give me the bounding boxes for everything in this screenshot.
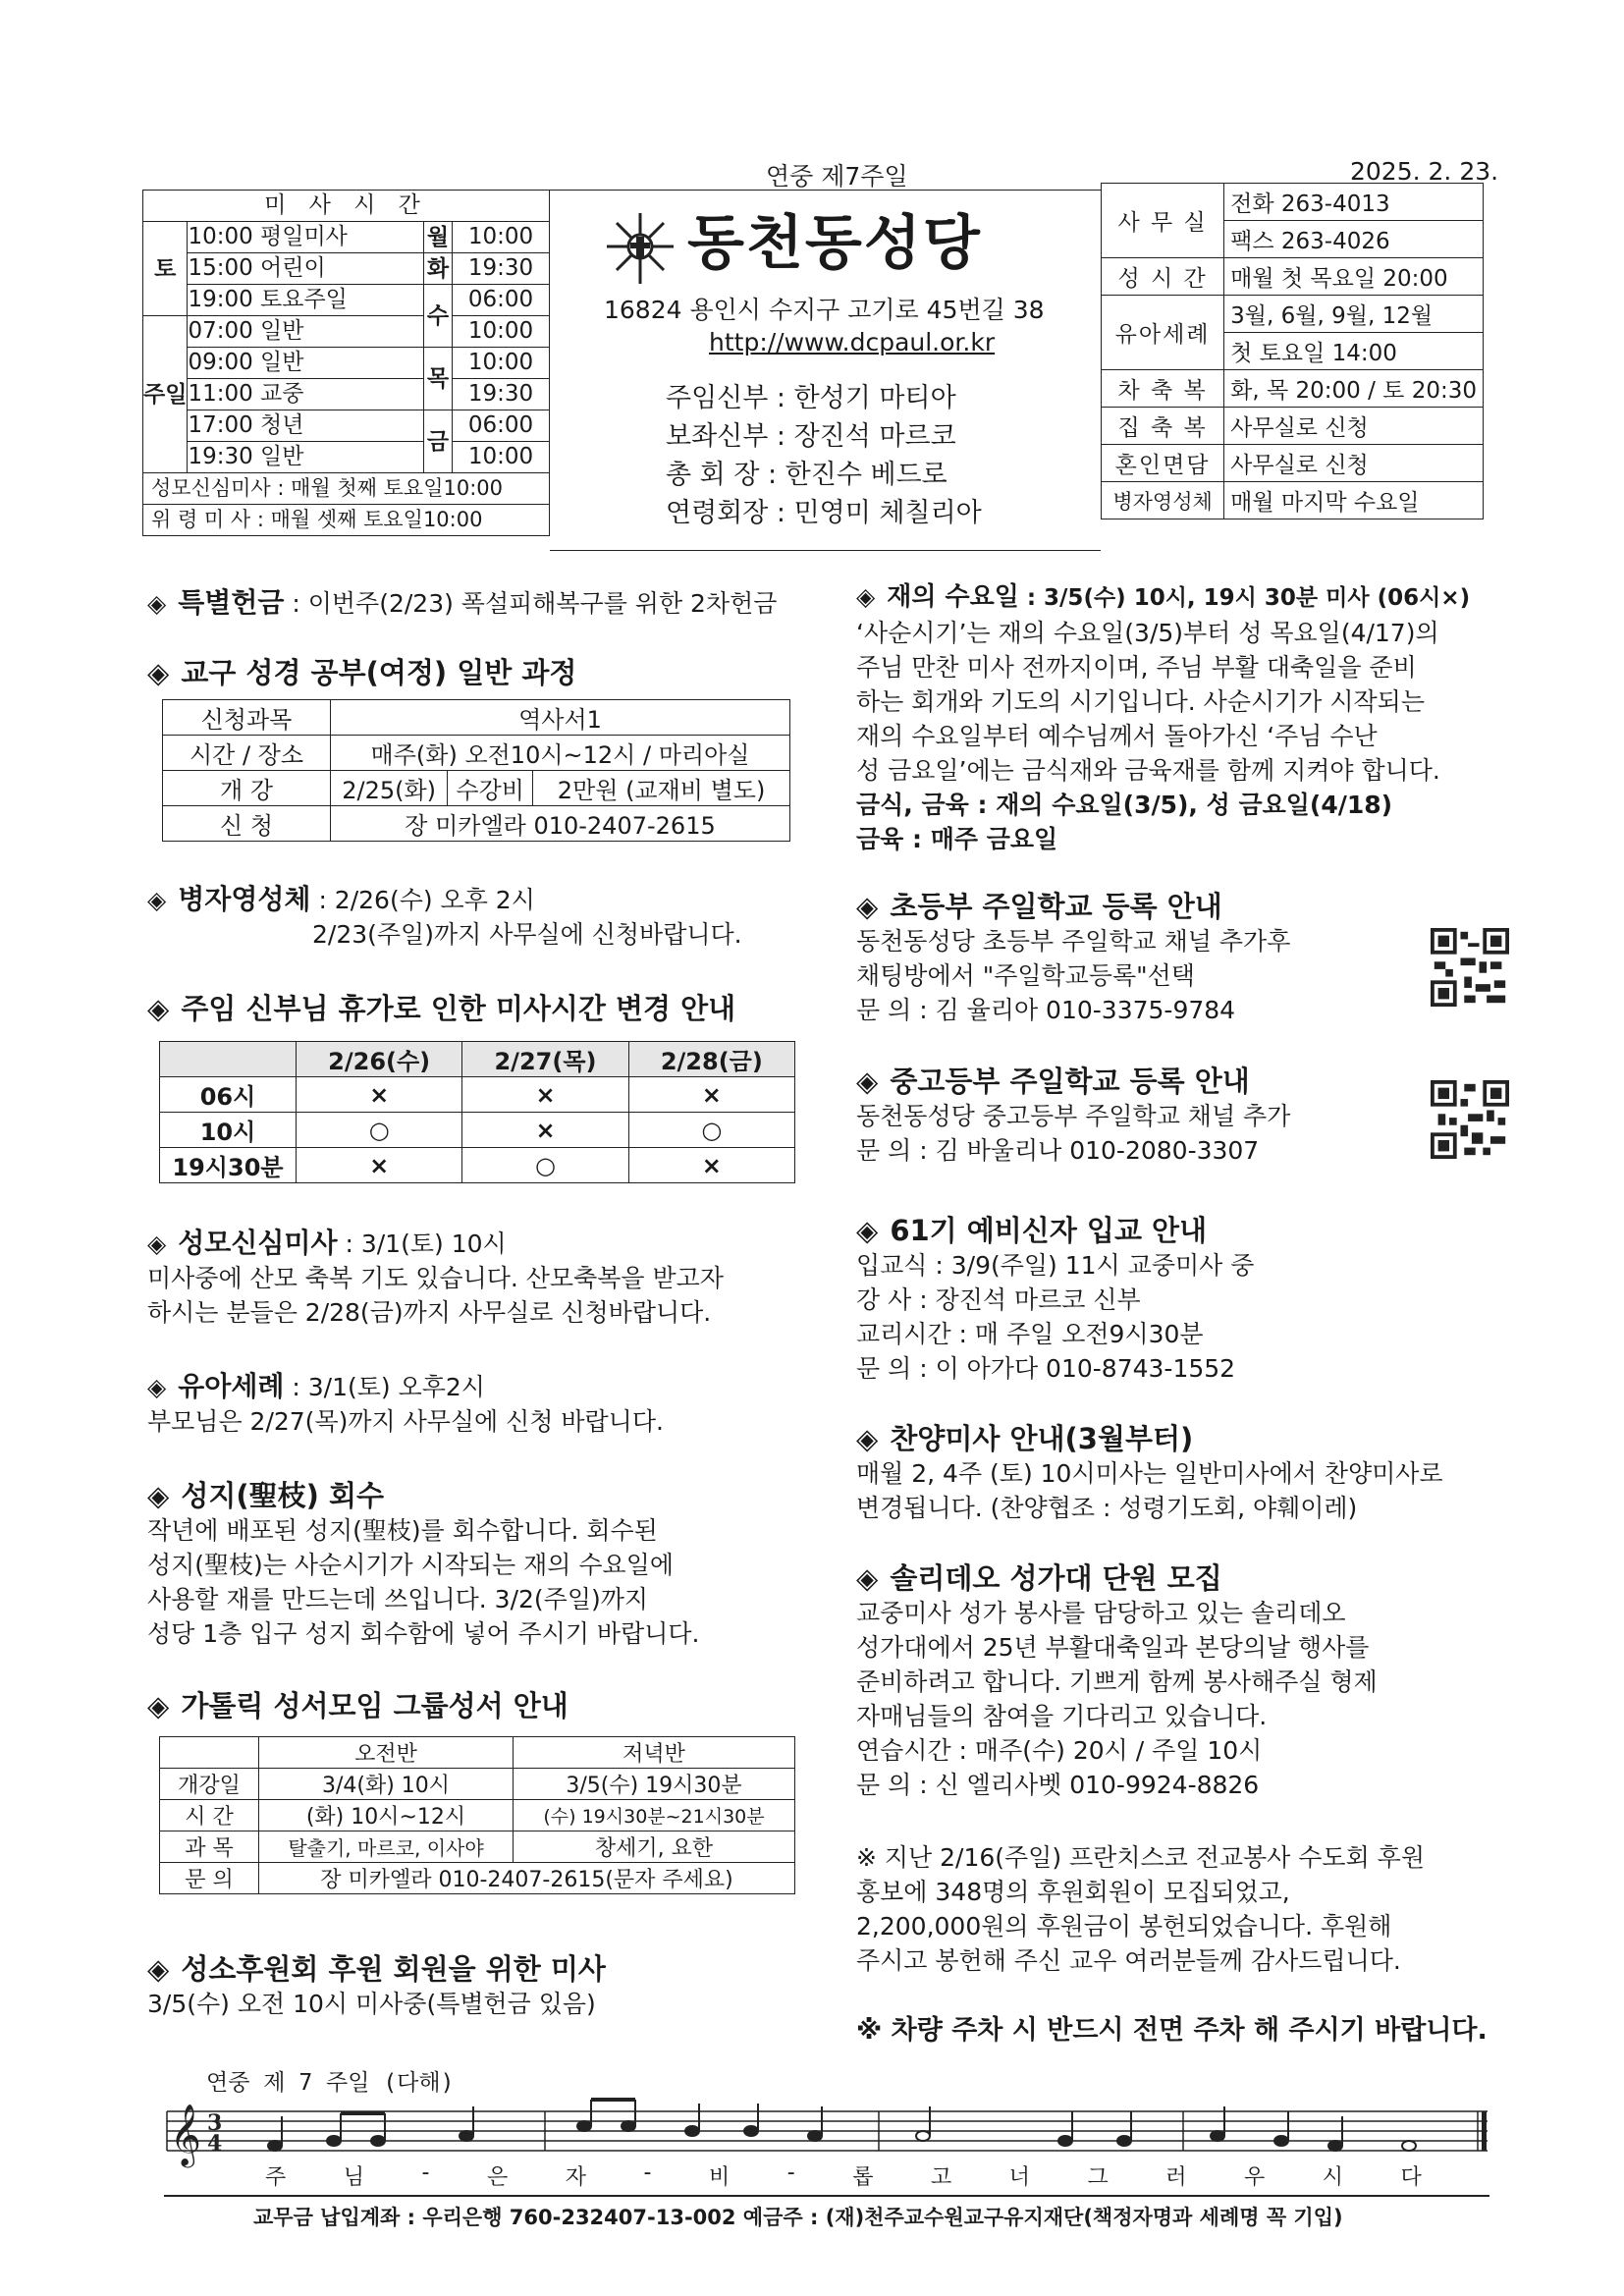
table-cell: 시간 / 장소 xyxy=(163,736,331,771)
catechumen-section xyxy=(856,1214,1254,1386)
office-info-table xyxy=(1101,183,1484,519)
table-cell: × xyxy=(628,1148,794,1183)
section-text: 동천동성당 초등부 주일학교 채널 추가후 xyxy=(856,927,1291,956)
bible-study-section xyxy=(147,656,576,690)
middle-school-section xyxy=(856,1065,1290,1168)
section-heading: 솔리데오 성가대 단원 모집 xyxy=(890,1561,1222,1595)
section-text: 문 의 : 김 바울리나 010-2080-3307 xyxy=(856,1136,1260,1165)
music-title: 연중 제 7 주일 (다해) xyxy=(206,2070,455,2096)
table-cell: 신청과목 xyxy=(163,700,331,736)
section-text: 준비하려고 합니다. 기쁘게 함께 봉사해주실 형제 xyxy=(856,1667,1378,1696)
office-value: 첫 토요일 14:00 xyxy=(1224,333,1484,370)
section-text: 미사중에 산모 축복 기도 있습니다. 산모축복을 받고자 xyxy=(147,1264,724,1292)
mass-time: 17:00 청년 xyxy=(188,410,424,442)
table-cell xyxy=(160,1042,297,1077)
lyric-syllable: - xyxy=(421,2160,432,2185)
bible-study-table xyxy=(162,699,790,842)
lyric-syllable: 너 xyxy=(1008,2165,1032,2190)
table-cell: 3/5(수) 19시30분 xyxy=(514,1769,795,1800)
office-value: 사무실로 신청 xyxy=(1224,408,1484,445)
section-heading: 초등부 주일학교 등록 안내 xyxy=(890,890,1222,923)
table-cell: 장 미카엘라 010-2407-2615 xyxy=(331,806,790,842)
table-cell: 장 미카엘라 010-2407-2615(문자 주세요) xyxy=(259,1863,795,1894)
table-cell: 시 간 xyxy=(160,1800,259,1831)
lyric-syllable: 롭 xyxy=(852,2165,876,2190)
section-text: 성당 1층 입구 성지 회수함에 넣어 주시기 바랍니다. xyxy=(147,1619,700,1648)
office-value: 전화 263-4013 xyxy=(1224,184,1484,221)
ash-wednesday-section xyxy=(856,579,1524,856)
weekday-time: 10:00 xyxy=(452,348,549,379)
office-key: 성 시 간 xyxy=(1102,258,1224,296)
table-cell: 개강일 xyxy=(160,1769,259,1800)
section-text: 하는 회개와 기도의 시기입니다. 사순시기가 시작되는 xyxy=(856,687,1425,716)
section-text: 문 의 : 신 엘리사벳 010-9924-8826 xyxy=(856,1771,1260,1799)
table-cell: 과 목 xyxy=(160,1831,259,1863)
music-lyrics xyxy=(265,2160,1424,2191)
table-cell: 19시30분 xyxy=(160,1148,297,1183)
table-cell: ○ xyxy=(297,1113,462,1148)
cross-logo-icon xyxy=(601,209,679,288)
section-text: 3/5(수) 오전 10시 미사중(특별헌금 있음) xyxy=(147,1990,596,2018)
lyric-syllable: 러 xyxy=(1165,2165,1189,2190)
weekday-time: 06:00 xyxy=(452,410,549,442)
table-cell: 2/25(화) xyxy=(331,771,448,806)
section-heading: 교구 성경 공부(여정) 일반 과정 xyxy=(181,656,577,689)
table-cell: 탈출기, 마르코, 이사야 xyxy=(259,1831,514,1863)
section-text: 문 의 : 이 아가다 010-8743-1552 xyxy=(856,1354,1236,1383)
diamond-bullet-icon: ◈ xyxy=(147,1952,170,1986)
sat-label: 토 xyxy=(143,222,188,316)
section-text: ※ 지난 2/16(주일) 프란치스코 전교봉사 수도회 후원 xyxy=(856,1843,1425,1872)
section-text: : 3/1(토) 10시 xyxy=(345,1230,507,1258)
weekday: 수 xyxy=(423,285,452,348)
diamond-bullet-icon: ◈ xyxy=(147,886,167,914)
lyric-syllable: 주 xyxy=(265,2165,289,2190)
church-address: 16824 용인시 수지구 고기로 45번길 38 xyxy=(604,296,1045,324)
table-cell: 2/26(수) xyxy=(297,1042,462,1077)
staff-list xyxy=(666,379,982,532)
office-value: 화, 목 20:00 / 토 20:30 xyxy=(1224,370,1484,408)
table-cell: 신 청 xyxy=(163,806,331,842)
souls-mass-note: 위 령 미 사 : 매월 셋째 토요일10:00 xyxy=(143,505,550,536)
table-cell: × xyxy=(628,1077,794,1113)
choir-section xyxy=(856,1561,1378,1802)
section-text: 성 금요일’에는 금식재와 금육재를 함께 지켜야 합니다. xyxy=(856,756,1440,785)
diamond-bullet-icon: ◈ xyxy=(856,1422,879,1455)
lyric-syllable: 님 xyxy=(343,2165,367,2190)
office-key: 병자영성체 xyxy=(1102,482,1224,519)
diamond-bullet-icon: ◈ xyxy=(856,1561,879,1595)
table-cell: × xyxy=(297,1148,462,1183)
lyric-syllable: 시 xyxy=(1322,2165,1346,2190)
section-text: 하시는 분들은 2/28(금)까지 사무실로 신청바랍니다. xyxy=(147,1298,712,1327)
table-cell: 10시 xyxy=(160,1113,297,1148)
staff-item: 주임신부 : 한성기 마티아 xyxy=(666,383,956,413)
section-text: : 3/1(토) 오후2시 xyxy=(292,1373,485,1401)
weekday: 금 xyxy=(423,410,452,473)
table-cell: (수) 19시30분~21시30분 xyxy=(514,1800,795,1831)
section-text: 강 사 : 장진석 마르코 신부 xyxy=(856,1285,1141,1314)
section-heading: 61기 예비신자 입교 안내 xyxy=(890,1214,1208,1247)
weekday: 목 xyxy=(423,348,452,410)
staff-item: 연령회장 : 민영미 체칠리아 xyxy=(666,498,982,528)
staff-item: 총 회 장 : 한진수 베드로 xyxy=(666,460,947,490)
section-text: 주님 만찬 미사 전까지이며, 주님 부활 대축일을 준비 xyxy=(856,653,1417,682)
diamond-bullet-icon: ◈ xyxy=(147,1689,170,1722)
diamond-bullet-icon: ◈ xyxy=(147,1479,170,1512)
section-text: 금식, 금육 : 재의 수요일(3/5), 성 금요일(4/18) xyxy=(856,791,1393,819)
church-name: 동천동성당 xyxy=(687,209,982,278)
section-text: 연습시간 : 매주(수) 20시 / 주일 10시 xyxy=(856,1736,1263,1765)
office-value: 팩스 263-4026 xyxy=(1224,221,1484,258)
lyric-syllable: 은 xyxy=(486,2165,511,2190)
lyric-syllable: 그 xyxy=(1087,2165,1110,2190)
section-text: 입교식 : 3/9(주일) 11시 교중미사 중 xyxy=(856,1251,1255,1280)
lyric-syllable: 자 xyxy=(565,2165,589,2190)
table-cell: 06시 xyxy=(160,1077,297,1113)
lyric-syllable: 우 xyxy=(1244,2165,1268,2190)
section-text: 변경됩니다. (찬양협조 : 성령기도회, 야훼이레) xyxy=(856,1494,1358,1522)
bible-group-section xyxy=(147,1689,568,1723)
praise-mass-section xyxy=(856,1422,1443,1525)
weekday: 화 xyxy=(423,253,452,285)
mass-time: 15:00 어린이 xyxy=(188,253,424,285)
svg-text:3: 3 xyxy=(207,2110,223,2136)
lyric-syllable: 고 xyxy=(930,2165,954,2190)
diamond-bullet-icon: ◈ xyxy=(856,890,879,923)
section-text: : 이번주(2/23) 폭설피해복구를 위한 2차헌금 xyxy=(292,589,778,618)
office-key: 혼인면담 xyxy=(1102,445,1224,482)
section-text: 작년에 배포된 성지(聖枝)를 회수합니다. 회수된 xyxy=(147,1516,658,1545)
mary-mass-note: 성모신심미사 : 매월 첫째 토요일10:00 xyxy=(143,473,550,505)
week-label: 연중 제7주일 xyxy=(766,162,908,191)
diamond-bullet-icon: ◈ xyxy=(147,656,170,689)
table-cell: 수강비 xyxy=(448,771,533,806)
bible-group-table xyxy=(159,1736,795,1894)
diamond-bullet-icon: ◈ xyxy=(147,1230,167,1258)
office-key: 유아세례 xyxy=(1102,296,1224,370)
diamond-bullet-icon: ◈ xyxy=(147,589,167,618)
section-text: 재의 수요일부터 예수님께서 돌아가신 ‘주님 수난 xyxy=(856,722,1378,750)
infant-baptism-section xyxy=(147,1369,664,1439)
weekday-time: 19:30 xyxy=(452,379,549,410)
office-value: 매월 마지막 수요일 xyxy=(1224,482,1484,519)
table-cell: (화) 10시~12시 xyxy=(259,1800,514,1831)
table-cell: × xyxy=(462,1113,628,1148)
section-text: 채팅방에서 "주일학교등록"선택 xyxy=(856,961,1195,990)
section-heading: 성소후원회 후원 회원을 위한 미사 xyxy=(181,1952,606,1986)
table-cell xyxy=(160,1737,259,1769)
donation-note-section xyxy=(856,1840,1425,1978)
section-heading: 재의 수요일 xyxy=(887,582,1019,612)
section-text: 사용할 재를 만드는데 쓰입니다. 3/2(주일)까지 xyxy=(147,1585,649,1613)
mass-time: 19:00 토요주일 xyxy=(188,285,424,316)
section-text: 문 의 : 김 율리아 010-3375-9784 xyxy=(856,996,1236,1024)
section-text: 매월 2, 4주 (토) 10시미사는 일반미사에서 찬양미사로 xyxy=(856,1459,1443,1488)
table-cell: 2/28(금) xyxy=(628,1042,794,1077)
table-cell: 창세기, 요한 xyxy=(514,1831,795,1863)
section-text: 성지(聖枝)는 사순시기가 시작되는 재의 수요일에 xyxy=(147,1551,674,1579)
mass-title: 미 사 시 간 xyxy=(143,191,550,222)
mass-time: 19:30 일반 xyxy=(188,442,424,473)
section-heading: 유아세례 xyxy=(178,1370,285,1402)
special-offering-section xyxy=(147,585,777,621)
patron-mass-section xyxy=(147,1952,606,2021)
section-text: 2,200,000원의 후원금이 봉헌되었습니다. 후원해 xyxy=(856,1912,1392,1941)
section-heading: 찬양미사 안내(3월부터) xyxy=(890,1422,1194,1455)
mass-change-table xyxy=(159,1041,795,1183)
section-text: 금육 : 매주 금요일 xyxy=(856,825,1058,853)
elementary-school-section xyxy=(856,890,1290,1027)
qr-code-icon[interactable] xyxy=(1431,928,1509,1007)
section-text: 홍보에 348명의 후원회원이 모집되었고, xyxy=(856,1878,1290,1906)
section-text: : 3/5(수) 10시, 19시 30분 미사 (06시×) xyxy=(1026,585,1471,611)
section-text: 동천동성당 중고등부 주일학교 채널 추가 xyxy=(856,1102,1291,1130)
table-cell: × xyxy=(297,1077,462,1113)
section-heading: 가톨릭 성서모임 그룹성서 안내 xyxy=(181,1689,568,1722)
weekday-time: 10:00 xyxy=(452,316,549,348)
lyric-syllable: 비 xyxy=(708,2165,732,2190)
table-cell: 저녁반 xyxy=(514,1737,795,1769)
footer-account: 교무금 납입계좌 : 우리은행 760-232407-13-002 예금주 : (재)천주교수원교구유지재단(책정자명과 세례명 꼭 기입) xyxy=(253,2206,1343,2229)
weekday-time: 10:00 xyxy=(452,442,549,473)
mass-time: 10:00 평일미사 xyxy=(188,222,424,253)
mass-time: 11:00 교중 xyxy=(188,379,424,410)
section-text: 부모님은 2/27(목)까지 사무실에 신청 바랍니다. xyxy=(147,1407,664,1436)
church-url-link[interactable]: http://www.dcpaul.or.kr xyxy=(709,328,996,356)
section-heading: 주임 신부님 휴가로 인한 미사시간 변경 안내 xyxy=(181,992,736,1025)
section-heading: 병자영성체 xyxy=(178,883,311,915)
office-value: 매월 첫 목요일 20:00 xyxy=(1224,258,1484,296)
footer-divider xyxy=(164,2195,1489,2197)
palm-collection-section xyxy=(147,1479,699,1651)
weekday-time: 10:00 xyxy=(452,222,549,253)
office-value: 3월, 6월, 9월, 12월 xyxy=(1224,296,1484,333)
mary-mass-section xyxy=(147,1226,724,1330)
diamond-bullet-icon: ◈ xyxy=(147,992,170,1025)
section-heading: 특별헌금 xyxy=(178,586,285,619)
section-text: 교중미사 성가 봉사를 담당하고 있는 솔리데오 xyxy=(856,1599,1346,1627)
diamond-bullet-icon: ◈ xyxy=(856,1214,879,1247)
table-cell: 2만원 (교재비 별도) xyxy=(533,771,790,806)
svg-text:𝄞: 𝄞 xyxy=(170,2104,201,2165)
section-text: ‘사순시기’는 재의 수요일(3/5)부터 성 목요일(4/17)의 xyxy=(856,619,1439,647)
lyric-syllable: - xyxy=(786,2160,797,2185)
svg-text:4: 4 xyxy=(207,2131,223,2157)
office-key: 사 무 실 xyxy=(1102,184,1224,258)
diamond-bullet-icon: ◈ xyxy=(147,1373,167,1401)
qr-code-icon[interactable] xyxy=(1431,1080,1509,1159)
table-cell: 오전반 xyxy=(259,1737,514,1769)
table-cell: 역사서1 xyxy=(331,700,790,736)
table-cell: 문 의 xyxy=(160,1863,259,1894)
section-text: : 2/26(수) 오후 2시 xyxy=(318,886,535,914)
office-key: 집 축 복 xyxy=(1102,408,1224,445)
table-cell: 매주(화) 오전10시~12시 / 마리아실 xyxy=(331,736,790,771)
mass-time: 09:00 일반 xyxy=(188,348,424,379)
lyric-syllable: 다 xyxy=(1400,2165,1424,2190)
section-heading: 중고등부 주일학교 등록 안내 xyxy=(890,1065,1250,1098)
office-value: 사무실로 신청 xyxy=(1224,445,1484,482)
sun-label: 주일 xyxy=(143,316,188,473)
weekday-time: 19:30 xyxy=(452,253,549,285)
section-text: 2/23(주일)까지 사무실에 신청바랍니다. xyxy=(312,920,742,949)
section-heading: 성모신심미사 xyxy=(178,1227,338,1259)
section-text: 자매님들의 참여을 기다리고 있습니다. xyxy=(856,1702,1268,1730)
table-cell: × xyxy=(462,1077,628,1113)
section-heading: 성지(聖枝) 회수 xyxy=(181,1479,384,1512)
section-text: 교리시간 : 매 주일 오전9시30분 xyxy=(856,1320,1204,1348)
weekday-time: 06:00 xyxy=(452,285,549,316)
mass-time: 07:00 일반 xyxy=(188,316,424,348)
mass-change-section xyxy=(147,992,735,1026)
lyric-syllable: - xyxy=(643,2160,654,2185)
date-label: 2025. 2. 23. xyxy=(1350,157,1499,186)
table-cell: ○ xyxy=(628,1113,794,1148)
weekday: 월 xyxy=(423,222,452,253)
table-cell: 2/27(목) xyxy=(462,1042,628,1077)
staff-item: 보좌신부 : 장진석 마르코 xyxy=(666,421,956,452)
section-text: 주시고 봉헌해 주신 교우 여러분들께 감사드립니다. xyxy=(856,1946,1401,1975)
diamond-bullet-icon: ◈ xyxy=(856,1065,879,1098)
section-text: 성가대에서 25년 부활대축일과 본당의날 행사를 xyxy=(856,1633,1370,1662)
table-cell: 개 강 xyxy=(163,771,331,806)
parking-notice: ※ 차량 주차 시 반드시 전면 주차 해 주시기 바랍니다. xyxy=(856,2015,1488,2046)
mass-schedule-table xyxy=(142,190,550,536)
table-cell: 3/4(화) 10시 xyxy=(259,1769,514,1800)
sick-communion-section xyxy=(147,882,742,952)
diamond-bullet-icon: ◈ xyxy=(856,582,876,611)
office-key: 차 축 복 xyxy=(1102,370,1224,408)
table-cell: ○ xyxy=(462,1148,628,1183)
